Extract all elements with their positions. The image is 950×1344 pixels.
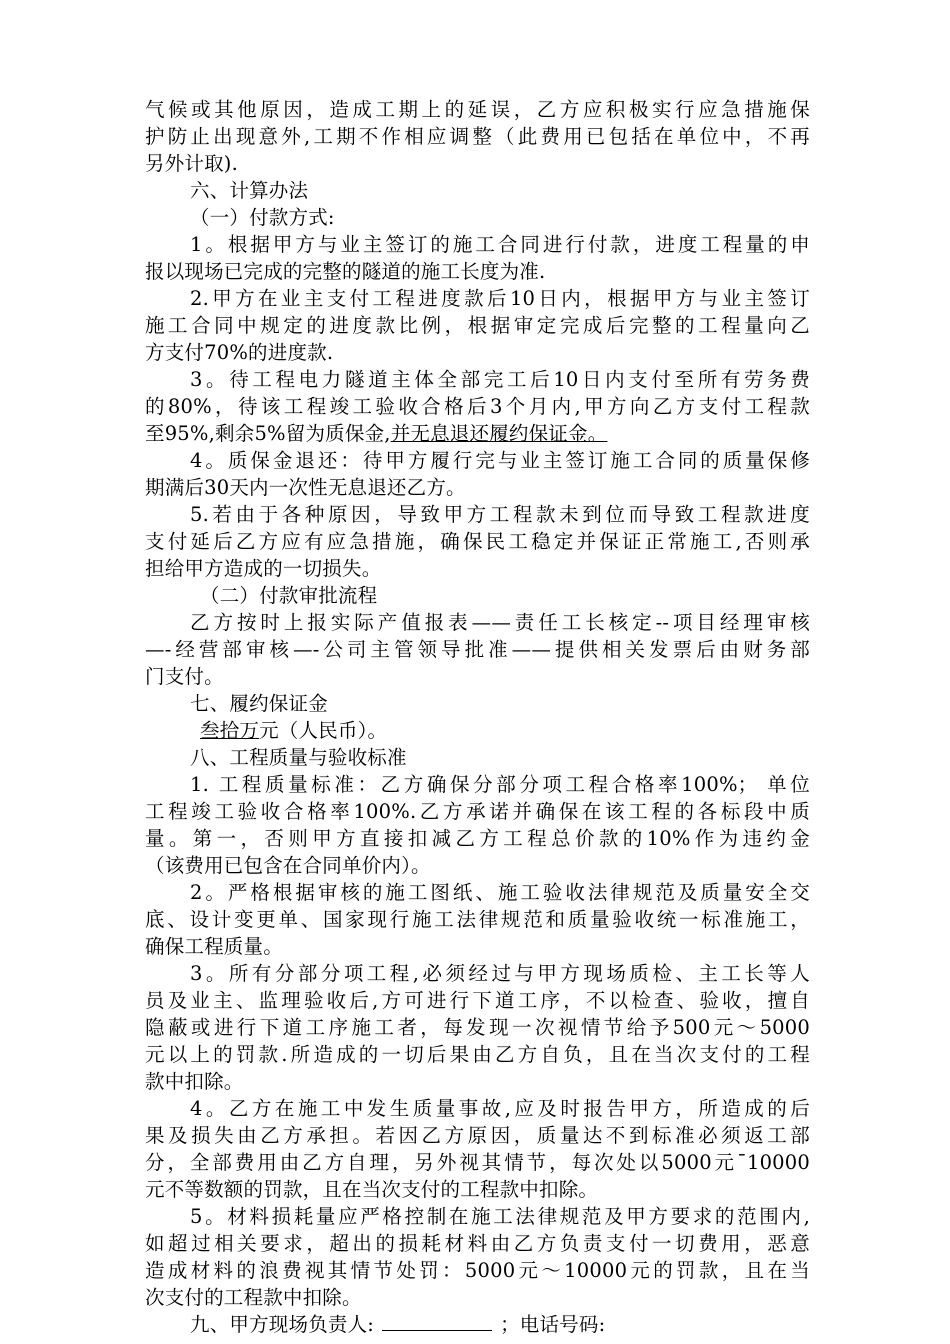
paragraph-line: 方支付70%的进度款. [145, 341, 334, 364]
paragraph-line [145, 421, 810, 447]
paragraph-line: 5.若由于各种原因，导致甲方工程款未到位而导致工程款进度 [190, 503, 810, 526]
paragraph-line: 门支付。 [145, 665, 224, 688]
paragraph-line: 隐蔽或进行下道工序施工者，每发现一次视情节给予500元～5000 [145, 1016, 810, 1039]
paragraph-line: 次支付的工程款中扣除。 [145, 1286, 362, 1309]
paragraph-line: 3。所有分部分项工程,必须经过与甲方现场质检、主工长等人 [190, 962, 810, 985]
paragraph-line: （该费用已包含在合同单价内）。 [145, 854, 431, 877]
paragraph-line: 5。材料损耗量应严格控制在施工法律规范及甲方要求的范围内, [190, 1205, 810, 1228]
paragraph-text: 九、甲方现场负责人: [190, 1313, 375, 1336]
paragraph-line: 元以上的罚款.所造成的一切后果由乙方自负，且在当次支付的工程 [145, 1043, 810, 1066]
deposit-amount: 叁拾万 [200, 719, 260, 742]
paragraph-line: 乙方按时上报实际产值报表——责任工长核定--项目经理审核 [190, 611, 810, 634]
paragraph-line: 2。严格根据审核的施工图纸、施工验收法律规范及质量安全交 [190, 881, 810, 904]
paragraph-line [190, 718, 810, 744]
section-heading [190, 1312, 810, 1338]
subsection-heading: （一）付款方式: [190, 206, 335, 229]
paragraph-line: 气候或其他原因，造成工期上的延误，乙方应积极实行应急措施保 [145, 98, 810, 121]
paragraph-line: 3。待工程电力隧道主体全部完工后10日内支付至所有劳务费 [190, 368, 810, 391]
paragraph-line: 4。乙方在施工中发生质量事故,应及时报告甲方，所造成的后 [190, 1097, 810, 1120]
section-heading: 八、工程质量与验收标准 [190, 746, 407, 769]
paragraph-line: 工程竣工验收合格率100%.乙方承诺并确保在该工程的各标段中质 [145, 800, 810, 823]
paragraph-line: —-经营部审核—-公司主管领导批准——提供相关发票后由财务部 [145, 638, 810, 661]
paragraph-line: 1。根据甲方与业主签订的施工合同进行付款，进度工程量的申 [190, 233, 810, 256]
paragraph-line: 1. 工程质量标准：乙方确保分部分项工程合格率100%； 单位 [190, 773, 810, 796]
paragraph-line: 员及业主、监理验收后,方可进行下道工序，不以检查、验收，擅自 [145, 989, 810, 1012]
fill-in-blank[interactable] [382, 1312, 492, 1331]
subsection-heading: （二）付款审批流程 [200, 584, 378, 607]
paragraph-line: 分，全部费用由乙方自理，另外视其情节，每次处以5000元¯10000 [145, 1151, 810, 1174]
paragraph-line: 另外计取). [145, 152, 239, 175]
paragraph-line: 的80%，待该工程竣工验收合格后3个月内,甲方向乙方支付工程款 [145, 395, 810, 418]
paragraph-line: 果及损失由乙方承担。若因乙方原因，质量达不到标准必须返工部 [145, 1124, 810, 1147]
section-heading: 七、履约保证金 [190, 692, 328, 715]
paragraph-line: 造成材料的浪费视其情节处罚：5000元～10000元的罚款，且在当 [145, 1259, 810, 1282]
paragraph-line: 款中扣除。 [145, 1070, 244, 1093]
section-heading: 六、计算办法 [190, 179, 309, 202]
paragraph-text: ；电话号码: [500, 1313, 606, 1336]
paragraph-line: 元不等数额的罚款，且在当次支付的工程款中扣除。 [145, 1178, 599, 1201]
paragraph-line: 施工合同中规定的进度款比例，根据审定完成后完整的工程量向乙 [145, 314, 810, 337]
paragraph-line: 4。质保金退还：待甲方履行完与业主签订施工合同的质量保修 [190, 449, 810, 472]
paragraph-line: 如超过相关要求，超出的损耗材料由乙方负责支付一切费用，恶意 [145, 1232, 810, 1255]
paragraph-line: 确保工程质量。 [145, 935, 283, 958]
paragraph-text: 至95%,剩余5%留为质保金, [145, 422, 391, 445]
paragraph-line: 护防止出现意外,工期不作相应调整（此费用已包括在单位中，不再 [145, 125, 810, 148]
paragraph-line: 担给甲方造成的一切损失。 [145, 557, 382, 580]
underlined-text: 并无息退还履约保证金。 [390, 422, 608, 445]
paragraph-text: 元（人民币）。 [259, 719, 388, 742]
paragraph-line: 期满后30天内一次性无息退还乙方。 [145, 476, 466, 499]
paragraph-line: 量。第一，否则甲方直接扣减乙方工程总价款的10%作为违约金 [145, 827, 810, 850]
paragraph-line: 底、设计变更单、国家现行施工法律规范和质量验收统一标准施工， [145, 908, 810, 931]
paragraph-line: 报以现场已完成的完整的隧道的施工长度为准. [145, 260, 546, 283]
paragraph-line: 2.甲方在业主支付工程进度款后10日内，根据甲方与业主签订 [190, 287, 810, 310]
paragraph-line: 支付延后乙方应有应急措施，确保民工稳定并保证正常施工,否则承 [145, 530, 810, 553]
